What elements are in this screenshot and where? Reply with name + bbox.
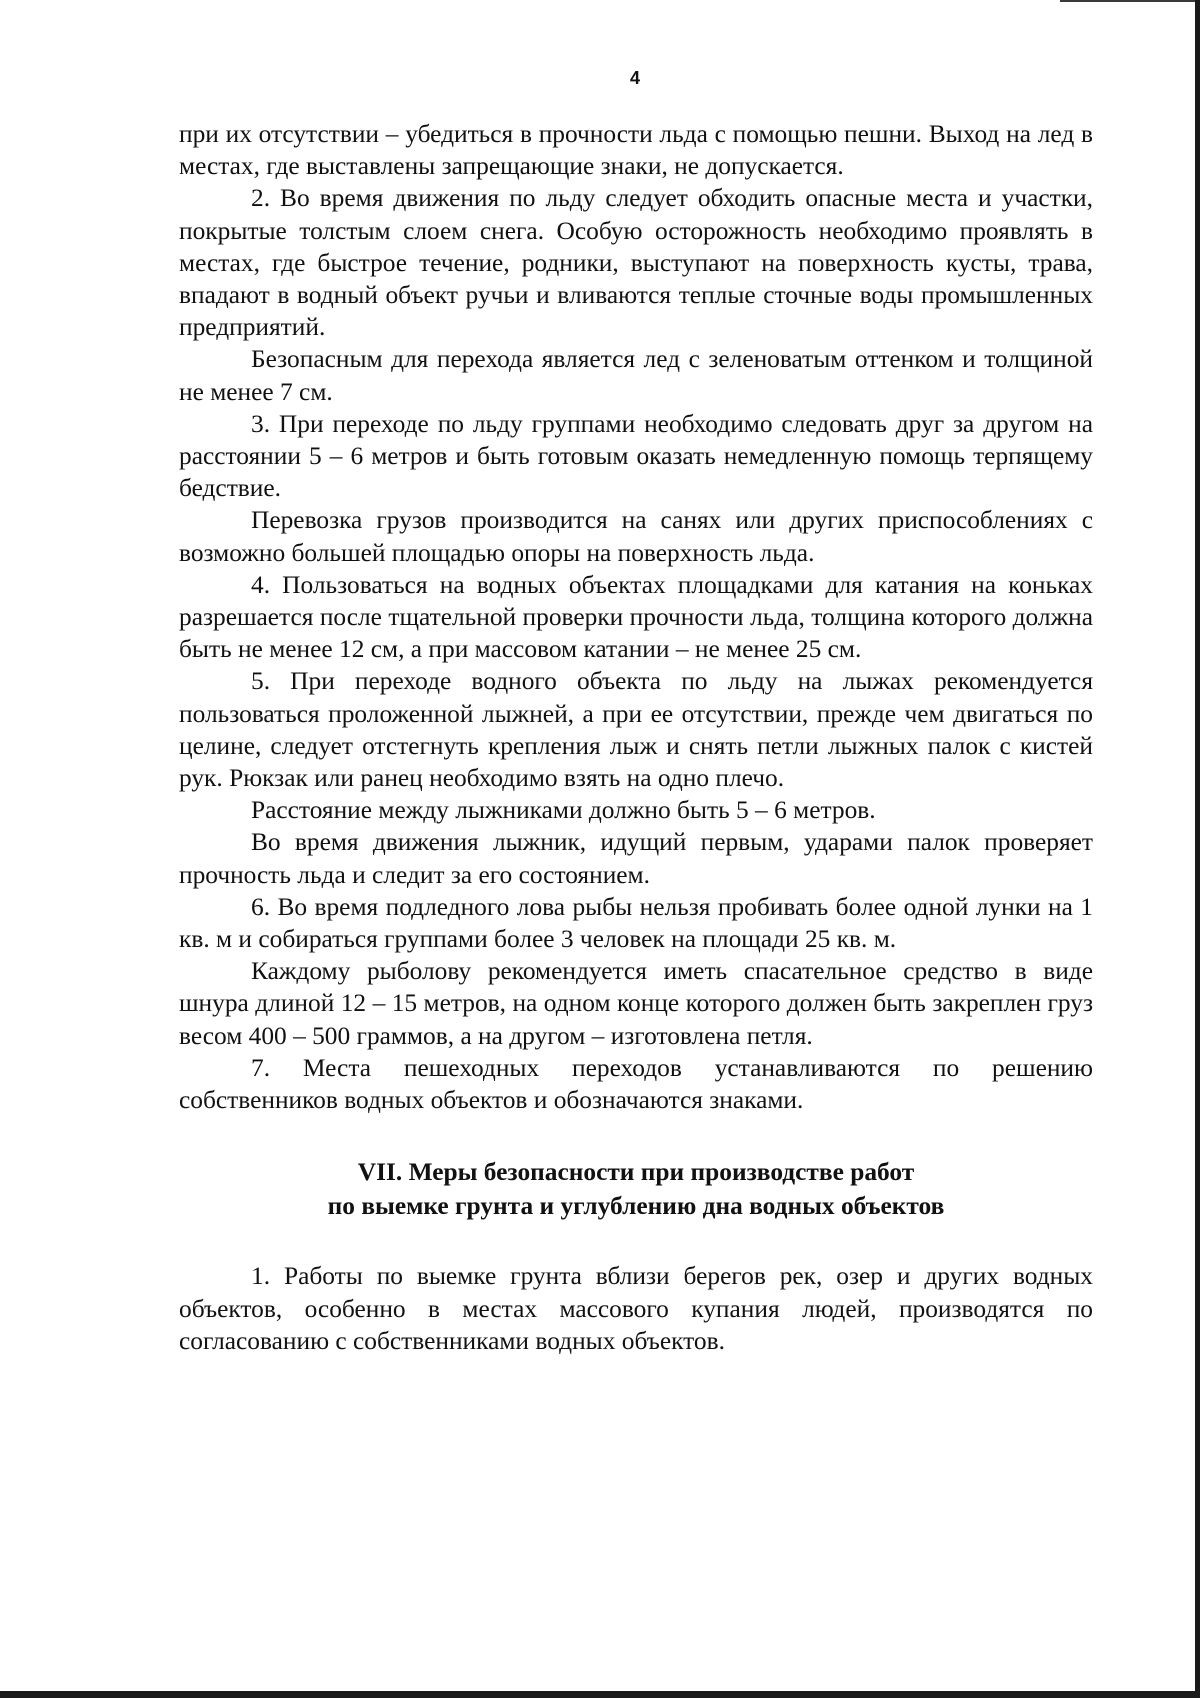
- paragraph: Безопасным для перехода является лед с зеленоватым оттенком и толщиной не менее 7 см.: [179, 345, 1093, 406]
- paragraph: 5. При переходе водного объекта по льду на лыжах рекомендуется пользоваться проложенной лыжней, а при ее отсутствии, прежде чем двигаться по целине, следует отстегнуть крепления лыж и снять петли лыжных палок с кистей рук. Рюкзак или ранец необходимо взять на одно плечо.: [179, 667, 1093, 793]
- paragraph: при их отсутствии – убедиться в прочности льда с помощью пешни. Выход на лед в местах, где выставлены запрещающие знаки, не допускается.: [179, 120, 1093, 181]
- paragraph: 4. Пользоваться на водных объектах площадками для катания на коньках разрешается после тщательной проверки прочности льда, толщина которого должна быть не менее 12 см, а при массовом катании – не менее 25 см.: [179, 570, 1093, 664]
- section-heading: [179, 1155, 1093, 1223]
- paragraph: 3. При переходе по льду группами необходимо следовать друг за другом на расстоянии 5 – 6 метров и быть готовым оказать немедленную помощь терпящему бедствие.: [179, 409, 1093, 503]
- paragraph: 7. Места пешеходных переходов устанавливаются по решению собственников водных объектов и обозначаются знаками.: [179, 1053, 1093, 1115]
- paragraph: Перевозка грузов производится на санях или других приспособлениях с возможно большей площадью опоры на поверхность льда.: [179, 506, 1093, 567]
- paragraphs-top: [179, 118, 1093, 1116]
- document-body: [179, 118, 1093, 1357]
- section-heading-line-1: VII. Меры безопасности при производстве работ: [357, 1158, 915, 1187]
- scan-edge-bottom: [0, 1691, 1200, 1698]
- section-heading-line-2: по выемке грунта и углублению дна водных объектов: [327, 1192, 945, 1221]
- scan-edge-right: [1195, 0, 1200, 1698]
- paragraph: 2. Во время движения по льду следует обходить опасные места и участки, покрытые толстым слоем снега. Особую осторожность необходимо проявлять в местах, где быстрое течение, родники, выступают на поверхность кусты, трава, впадают в водный объект ручьи и вливаются теплые сточные воды промышленных предприятий.: [179, 184, 1093, 342]
- paragraph: Каждому рыболову рекомендуется иметь спасательное средство в виде шнура длиной 12 – 15 метров, на одном конце которого должен быть закреплен груз весом 400 – 500 граммов, а на другом – изготовлена петля.: [179, 957, 1093, 1050]
- page-number: 4: [629, 68, 640, 88]
- paragraph: 6. Во время подледного лова рыбы нельзя пробивать более одной лунки на 1 кв. м и собираться группами более 3 человек на площади 25 кв. м.: [179, 892, 1093, 954]
- scan-edge-top: [1060, 0, 1200, 2]
- paragraph: Расстояние между лыжниками должно быть 5 – 6 метров.: [251, 796, 876, 825]
- paragraphs-bottom: [179, 1260, 1093, 1357]
- paragraph: 1. Работы по выемке грунта вблизи берегов рек, озер и других водных объектов, особенно в местах массового купания людей, производятся по согласованию с собственниками водных объектов.: [179, 1262, 1093, 1355]
- paragraph: Во время движения лыжник, идущий первым, ударами палок проверяет прочность льда и следит за его состоянием.: [179, 828, 1093, 889]
